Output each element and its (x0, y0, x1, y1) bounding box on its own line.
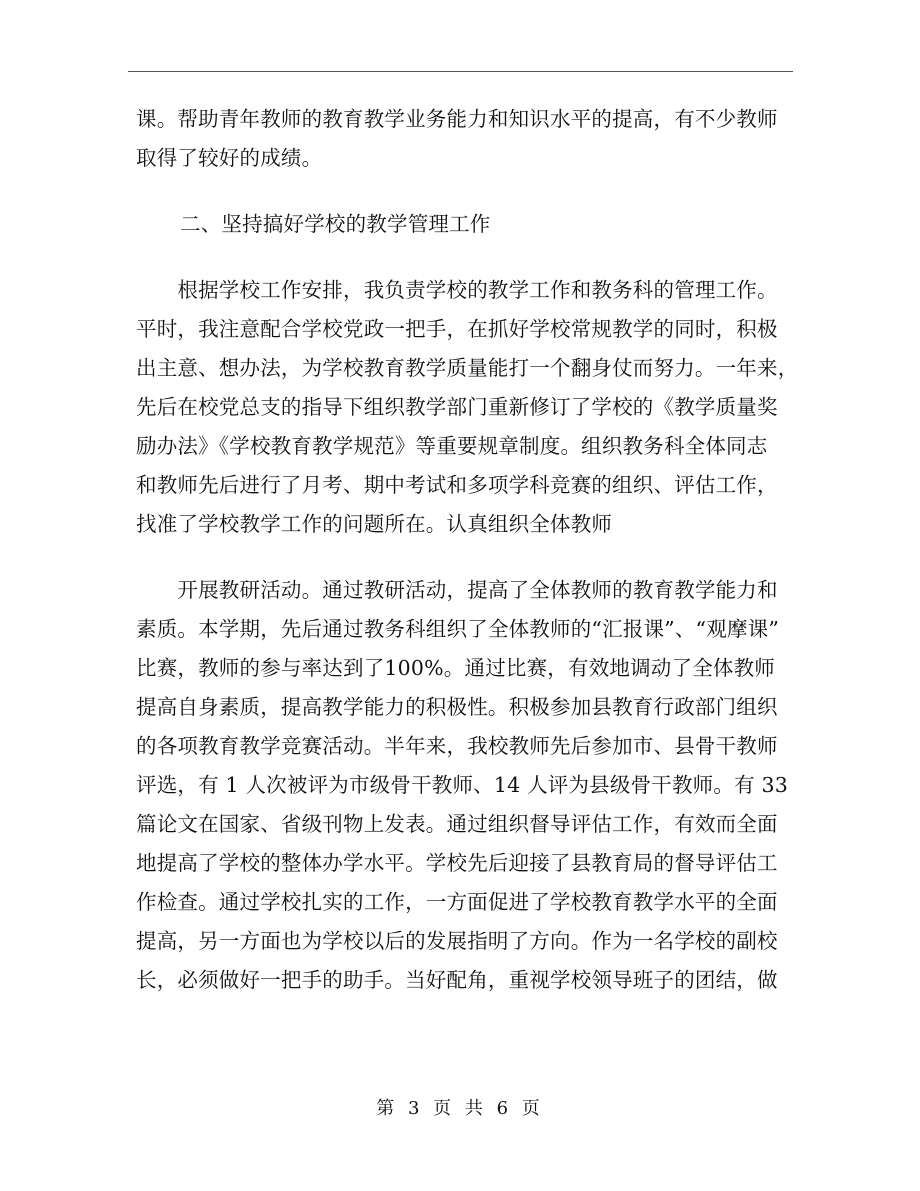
text-line: 平时，我注意配合学校党政一把手，在抓好学校常规教学的同时，积极 (136, 317, 778, 341)
header-rule (128, 71, 793, 72)
text-line: 提高自身素质，提高教学能力的积极性。积极参加县教育行政部门组织 (136, 695, 778, 719)
text-line: 根据学校工作安排，我负责学校的教学工作和教务科的管理工作。 (136, 278, 778, 302)
text-line: 篇论文在国家、省级刊物上发表。通过组织督导评估工作，有效而全面 (136, 812, 778, 836)
text-line: 提高，另一方面也为学校以后的发展指明了方向。作为一名学校的副校 (136, 929, 778, 953)
text-line: 评选，有 1 人次被评为市级骨干教师、14 人评为县级骨干教师。有 33 (136, 773, 788, 797)
text-line: 和教师先后进行了月考、期中考试和多项学科竞赛的组织、评估工作， (136, 473, 778, 497)
text-line: 长，必须做好一把手的助手。当好配角，重视学校领导班子的团结，做 (136, 968, 778, 992)
text-line: 地提高了学校的整体办学水平。学校先后迎接了县教育局的督导评估工 (136, 851, 778, 875)
paragraph-management (136, 271, 799, 544)
text-line: 找准了学校教学工作的问题所在。认真组织全体教师 (136, 512, 613, 536)
text-line: 出主意、想办法，为学校教育教学质量能打一个翻身仗而努力。一年来， (136, 356, 799, 380)
text-line: 的各项教育教学竞赛活动。半年来，我校教师先后参加市、县骨干教师 (136, 734, 778, 758)
text-line: 比赛，教师的参与率达到了100%。通过比赛，有效地调动了全体教师 (136, 656, 776, 680)
text-line: 素质。本学期，先后通过教务科组织了全体教师的“汇报课”、“观摩课” (136, 617, 780, 641)
page-number: 第 3 页 共 6 页 (376, 1098, 544, 1119)
paragraph-research (136, 571, 796, 1000)
text-line: 课。帮助青年教师的教育教学业务能力和知识水平的提高，有不少教师 (136, 107, 778, 131)
paragraph-continued (136, 100, 796, 178)
text-line: 先后在校党总支的指导下组织教学部门重新修订了学校的《教学质量奖 (136, 395, 778, 419)
text-line: 开展教研活动。通过教研活动，提高了全体教师的教育教学能力和 (136, 578, 778, 602)
text-line: 作检查。通过学校扎实的工作，一方面促进了学校教育教学水平的全面 (136, 890, 778, 914)
document-body (136, 100, 799, 1000)
section-heading: 二、坚持搞好学校的教学管理工作 (180, 212, 491, 236)
text-line: 励办法》《学校教育教学规范》等重要规章制度。组织教务科全体同志 (136, 434, 768, 458)
text-line: 取得了较好的成绩。 (136, 146, 323, 170)
